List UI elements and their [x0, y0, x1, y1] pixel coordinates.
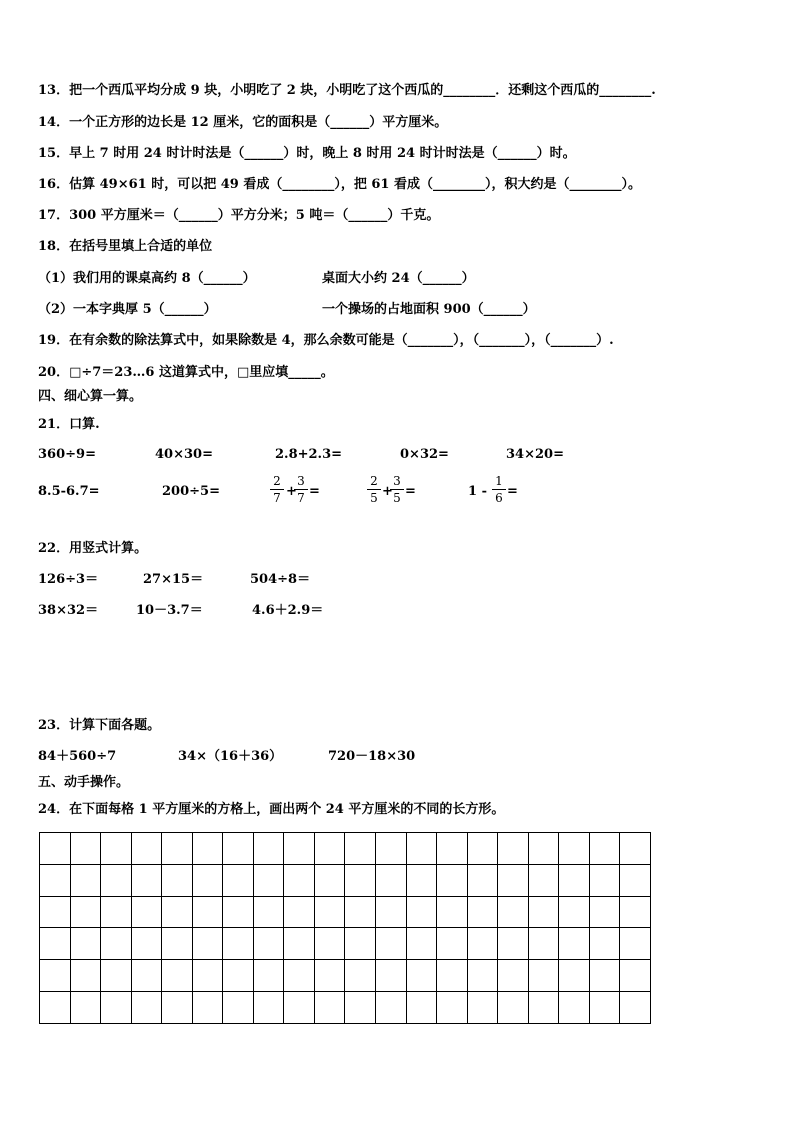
grid-cell[interactable] — [559, 960, 590, 992]
grid-cell[interactable] — [467, 896, 498, 928]
grid-cell[interactable] — [131, 960, 162, 992]
grid-cell[interactable] — [253, 896, 284, 928]
grid-cell[interactable] — [284, 960, 315, 992]
grid-cell[interactable] — [162, 896, 193, 928]
section5-heading: 五、动手操作。 — [38, 775, 130, 790]
grid-cell[interactable] — [437, 864, 468, 896]
q23-item2: 34×（16＋36） — [178, 749, 283, 764]
grid-cell[interactable] — [101, 992, 132, 1024]
grid-cell[interactable] — [589, 896, 620, 928]
q21-r1-c2: 40×30= — [155, 447, 213, 462]
section4-heading: 四、细心算一算。 — [38, 389, 143, 404]
grid-cell[interactable] — [437, 896, 468, 928]
grid-cell[interactable] — [162, 992, 193, 1024]
grid-cell[interactable] — [620, 928, 651, 960]
grid-cell[interactable] — [70, 833, 101, 865]
grid-cell[interactable] — [589, 992, 620, 1024]
frac3-whole: 1 - — [468, 484, 487, 499]
grid-cell[interactable] — [314, 928, 345, 960]
grid-cell[interactable] — [131, 833, 162, 865]
grid-cell[interactable] — [620, 960, 651, 992]
grid-cell[interactable] — [498, 864, 529, 896]
q21-r2-c2: 200÷5= — [162, 484, 220, 499]
grid-cell[interactable] — [559, 864, 590, 896]
grid-cell[interactable] — [345, 896, 376, 928]
grid-cell[interactable] — [314, 896, 345, 928]
grid-cell[interactable] — [192, 992, 223, 1024]
grid-cell[interactable] — [437, 992, 468, 1024]
grid-cell[interactable] — [253, 992, 284, 1024]
grid-cell[interactable] — [101, 896, 132, 928]
q24-line: 24．在下面每格 1 平方厘米的方格上，画出两个 24 平方厘米的不同的长方形。 — [38, 802, 505, 817]
q22-r1-c2: 27×15＝ — [143, 572, 204, 587]
grid-cell[interactable] — [406, 960, 437, 992]
q22-r2-c1: 38×32＝ — [38, 603, 99, 618]
q14-line: 14．一个正方形的边长是 12 厘米，它的面积是（______）平方厘米。 — [38, 115, 448, 130]
grid-cell[interactable] — [589, 960, 620, 992]
grid-cell[interactable] — [467, 992, 498, 1024]
frac1-equals: = — [309, 484, 320, 499]
grid-cell[interactable] — [223, 833, 254, 865]
q18-item2a: （2）一本字典厚 5（______） — [38, 302, 217, 317]
grid-cell[interactable] — [284, 992, 315, 1024]
grid-cell[interactable] — [437, 960, 468, 992]
q21-r1-c3: 2.8+2.3= — [275, 447, 343, 462]
grid-row — [40, 960, 651, 992]
grid-cell[interactable] — [498, 960, 529, 992]
grid-cell[interactable] — [314, 833, 345, 865]
grid-cell[interactable] — [498, 928, 529, 960]
grid-cell[interactable] — [345, 928, 376, 960]
grid-cell[interactable] — [192, 864, 223, 896]
grid-cell[interactable] — [437, 928, 468, 960]
grid-cell[interactable] — [131, 992, 162, 1024]
grid-cell[interactable] — [131, 896, 162, 928]
q19-line: 19．在有余数的除法算式中，如果除数是 4，那么余数可能是（_______），（_______），（_______）. — [38, 333, 614, 348]
grid-cell[interactable] — [376, 992, 407, 1024]
grid-cell[interactable] — [345, 864, 376, 896]
grid-cell[interactable] — [70, 864, 101, 896]
grid-cell[interactable] — [223, 928, 254, 960]
grid-cell[interactable] — [376, 928, 407, 960]
frac2-equals: = — [405, 484, 416, 499]
q18-line: 18．在括号里填上合适的单位 — [38, 239, 213, 254]
grid-cell[interactable] — [406, 992, 437, 1024]
fraction-2-5: 2 5 — [367, 474, 381, 505]
q22-r2-c3: 4.6＋2.9＝ — [252, 603, 324, 618]
grid-cell[interactable] — [406, 896, 437, 928]
grid-cell[interactable] — [345, 992, 376, 1024]
frac3-equals: = — [507, 484, 518, 499]
grid-cell[interactable] — [223, 960, 254, 992]
grid-cell[interactable] — [40, 864, 71, 896]
q21-line: 21．口算. — [38, 417, 100, 432]
grid-cell[interactable] — [70, 992, 101, 1024]
grid-cell[interactable] — [284, 864, 315, 896]
grid-cell[interactable] — [314, 992, 345, 1024]
grid-cell[interactable] — [162, 960, 193, 992]
grid-cell[interactable] — [101, 833, 132, 865]
fraction-3-5: 3 5 — [390, 474, 404, 505]
grid-cell[interactable] — [162, 864, 193, 896]
grid-cell[interactable] — [345, 833, 376, 865]
grid-cell[interactable] — [467, 928, 498, 960]
q21-r1-c1: 360÷9= — [38, 447, 96, 462]
grid-cell[interactable] — [437, 833, 468, 865]
grid-cell[interactable] — [528, 960, 559, 992]
fraction-1-6: 1 6 — [492, 474, 506, 505]
grid-cell[interactable] — [376, 864, 407, 896]
grid-row — [40, 928, 651, 960]
grid-cell[interactable] — [498, 833, 529, 865]
grid-cell[interactable] — [406, 833, 437, 865]
grid-cell[interactable] — [559, 928, 590, 960]
grid-cell[interactable] — [467, 864, 498, 896]
grid-cell[interactable] — [345, 960, 376, 992]
q22-r2-c2: 10－3.7＝ — [136, 603, 203, 618]
grid-cell[interactable] — [559, 896, 590, 928]
grid-cell[interactable] — [223, 864, 254, 896]
q18-item1a: （1）我们用的课桌高约 8（______） — [38, 271, 256, 286]
grid-cell[interactable] — [131, 928, 162, 960]
q23-item1: 84＋560÷7 — [38, 749, 117, 764]
frac2-plus: + — [382, 484, 393, 499]
frac1-plus: + — [286, 484, 297, 499]
grid-cell[interactable] — [70, 896, 101, 928]
grid-cell[interactable] — [498, 896, 529, 928]
q20-line: 20．□÷7＝23…6 这道算式中，□里应填_____。 — [38, 365, 334, 380]
grid-cell[interactable] — [620, 864, 651, 896]
square-grid — [39, 832, 651, 1024]
grid-cell[interactable] — [314, 864, 345, 896]
grid-cell[interactable] — [40, 960, 71, 992]
grid-cell[interactable] — [40, 896, 71, 928]
grid-cell[interactable] — [376, 960, 407, 992]
q15-line: 15．早上 7 时用 24 时计时法是（______）时，晚上 8 时用 24 时计时法是（______）时。 — [38, 146, 576, 161]
grid-row — [40, 864, 651, 896]
grid-cell[interactable] — [253, 833, 284, 865]
grid-cell[interactable] — [162, 928, 193, 960]
grid-cell[interactable] — [589, 833, 620, 865]
grid-cell[interactable] — [528, 992, 559, 1024]
grid-cell[interactable] — [253, 928, 284, 960]
grid-cell[interactable] — [528, 896, 559, 928]
grid-row — [40, 896, 651, 928]
grid-cell[interactable] — [498, 992, 529, 1024]
grid-cell[interactable] — [40, 833, 71, 865]
q23-line: 23．计算下面各题。 — [38, 718, 161, 733]
q22-r1-c1: 126÷3＝ — [38, 572, 99, 587]
grid-cell[interactable] — [589, 864, 620, 896]
q21-r1-c5: 34×20= — [506, 447, 564, 462]
grid-cell[interactable] — [40, 928, 71, 960]
grid-cell[interactable] — [253, 864, 284, 896]
grid-cell[interactable] — [528, 928, 559, 960]
grid-row — [40, 992, 651, 1024]
fraction-2-7: 2 7 — [270, 474, 284, 505]
q16-line: 16．估算 49×61 时，可以把 49 看成（________），把 61 看成（________），积大约是（________）。 — [38, 177, 642, 192]
grid-cell[interactable] — [101, 960, 132, 992]
grid-cell[interactable] — [253, 960, 284, 992]
grid-cell[interactable] — [528, 864, 559, 896]
grid-cell[interactable] — [101, 928, 132, 960]
grid-cell[interactable] — [528, 833, 559, 865]
grid-cell[interactable] — [620, 992, 651, 1024]
grid-cell[interactable] — [559, 992, 590, 1024]
grid-cell[interactable] — [376, 833, 407, 865]
grid-cell[interactable] — [192, 960, 223, 992]
grid-cell[interactable] — [192, 928, 223, 960]
q22-line: 22．用竖式计算。 — [38, 541, 148, 556]
grid-cell[interactable] — [131, 864, 162, 896]
grid-cell[interactable] — [589, 928, 620, 960]
grid-cell[interactable] — [467, 833, 498, 865]
q22-r1-c3: 504÷8＝ — [250, 572, 311, 587]
grid-cell[interactable] — [223, 896, 254, 928]
grid-cell[interactable] — [559, 833, 590, 865]
grid-cell[interactable] — [162, 833, 193, 865]
grid-cell[interactable] — [223, 992, 254, 1024]
grid-cell[interactable] — [192, 833, 223, 865]
grid-cell[interactable] — [284, 928, 315, 960]
q13-line: 13．把一个西瓜平均分成 9 块，小明吃了 2 块，小明吃了这个西瓜的________．还剩这个西瓜的________. — [38, 83, 656, 98]
grid-cell[interactable] — [314, 960, 345, 992]
grid-cell[interactable] — [467, 960, 498, 992]
grid-cell[interactable] — [40, 992, 71, 1024]
q21-r1-c4: 0×32= — [400, 447, 449, 462]
grid-cell[interactable] — [406, 928, 437, 960]
q23-item3: 720－18×30 — [328, 749, 416, 764]
grid-cell[interactable] — [101, 864, 132, 896]
q17-line: 17．300 平方厘米＝（______）平方分米；5 吨＝（______）千克。 — [38, 208, 440, 223]
grid-cell[interactable] — [284, 896, 315, 928]
grid-row — [40, 833, 651, 865]
grid-cell[interactable] — [376, 896, 407, 928]
q21-r2-c1: 8.5-6.7= — [38, 484, 100, 499]
grid-cell[interactable] — [70, 928, 101, 960]
grid-cell[interactable] — [620, 896, 651, 928]
grid-cell[interactable] — [620, 833, 651, 865]
grid-cell[interactable] — [406, 864, 437, 896]
grid-cell[interactable] — [70, 960, 101, 992]
fraction-3-7: 3 7 — [294, 474, 308, 505]
grid-cell[interactable] — [192, 896, 223, 928]
q18-item2b: 一个操场的占地面积 900（______） — [322, 302, 536, 317]
grid-cell[interactable] — [284, 833, 315, 865]
q18-item1b: 桌面大小约 24（______） — [322, 271, 475, 286]
